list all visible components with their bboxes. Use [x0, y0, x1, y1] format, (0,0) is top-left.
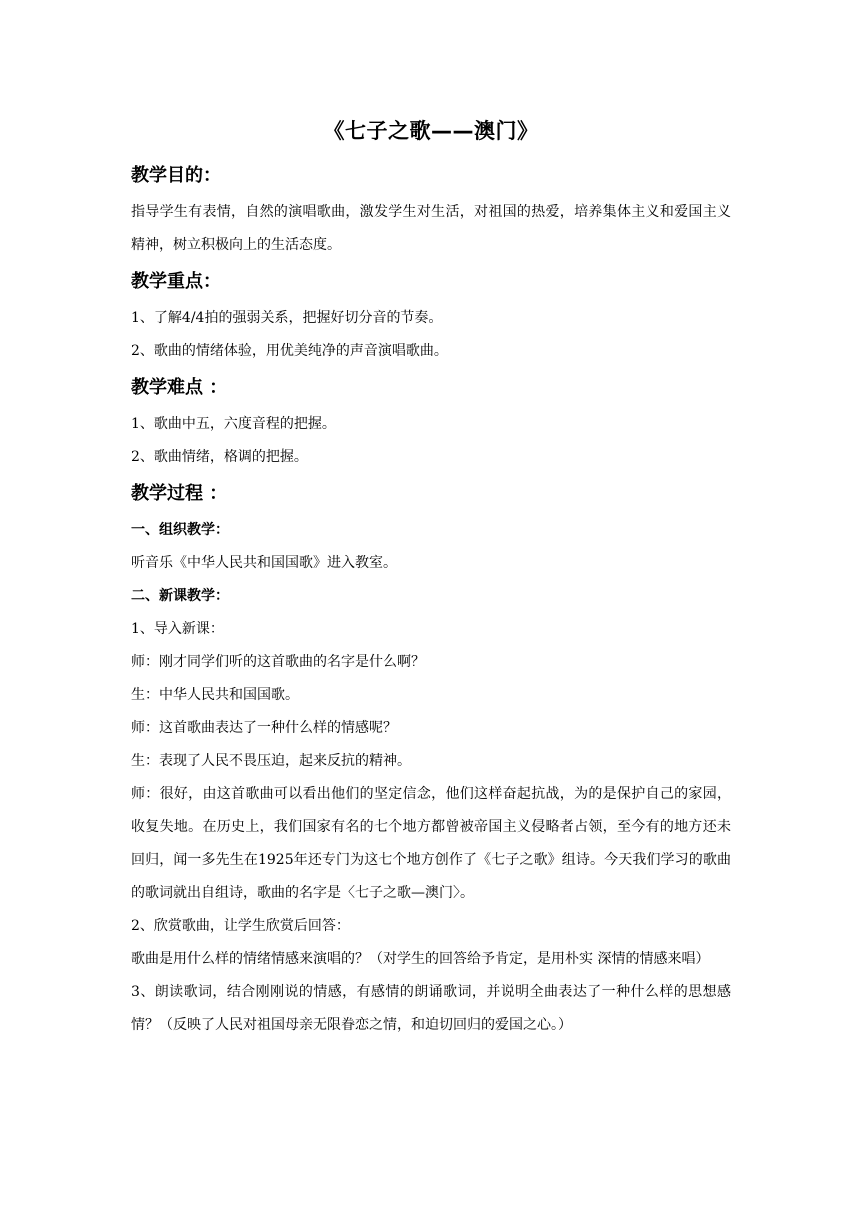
process-line: 2、欣赏歌曲，让学生欣赏后回答： — [131, 918, 350, 934]
key-points-heading: 教学重点： — [131, 271, 221, 292]
document-body — [131, 114, 731, 1042]
process-heading: 教学过程 ： — [131, 483, 228, 504]
difficulties-heading: 教学难点 ： — [131, 377, 228, 398]
objective-text: 指导学生有表情，自然的演唱歌曲，激发学生对生活，对祖国的热爱，培养集体主义和爱国主义精神，树立积极向上的生活态度。 — [131, 204, 731, 253]
key-point-item: 2、歌曲的情绪体验，用优美纯净的声音演唱歌曲。 — [131, 343, 448, 359]
part1-text: 听音乐《中华人民共和国国歌》进入教室。 — [131, 555, 397, 571]
part1-heading: 一、组织教学： — [131, 522, 229, 538]
dialogue-line: 师：刚才同学们听的这首歌曲的名字是什么啊？ — [131, 654, 425, 670]
process-paragraph: 3、朗读歌词，结合刚刚说的情感，有感情的朗诵歌词，并说明全曲表达了一种什么样的思想感情？（反映了人民对祖国母亲无限眷恋之情，和迫切回归的爱国之心。） — [131, 984, 731, 1033]
dialogue-line: 师：这首歌曲表达了一种什么样的情感呢？ — [131, 720, 397, 736]
dialogue-line: 生：表现了人民不畏压迫，起来反抗的精神。 — [131, 753, 411, 769]
document-title: 《七子之歌——澳门》 — [323, 119, 539, 143]
difficulty-item: 1、歌曲中五，六度音程的把握。 — [131, 416, 336, 432]
process-paragraph: 歌曲是用什么样的情绪情感来演唱的？（对学生的回答给予肯定，是用朴实 深情的情感来唱） — [131, 951, 710, 967]
part2-heading: 二、新课教学： — [131, 588, 229, 604]
difficulty-item: 2、歌曲情绪，格调的把握。 — [131, 449, 308, 465]
dialogue-paragraph: 师：很好，由这首歌曲可以看出他们的坚定信念，他们这样奋起抗战，为的是保护自己的家园，收复失地。在历史上，我们国家有名的七个地方都曾被帝国主义侵略者占领，至今有的地方还未回归，闻一多先生在1925年还专门为这七个地方创作了《七子之歌》组诗。今天我们学习的歌曲的歌词就出自组诗，歌曲的名字是〈七子之歌—澳门〉。 — [131, 786, 731, 901]
process-line: 1、导入新课： — [131, 621, 224, 637]
dialogue-line: 生：中华人民共和国国歌。 — [131, 687, 299, 703]
objective-heading: 教学目的： — [131, 165, 221, 186]
key-point-item: 1、了解4/4拍的强弱关系，把握好切分音的节奏。 — [131, 310, 443, 326]
